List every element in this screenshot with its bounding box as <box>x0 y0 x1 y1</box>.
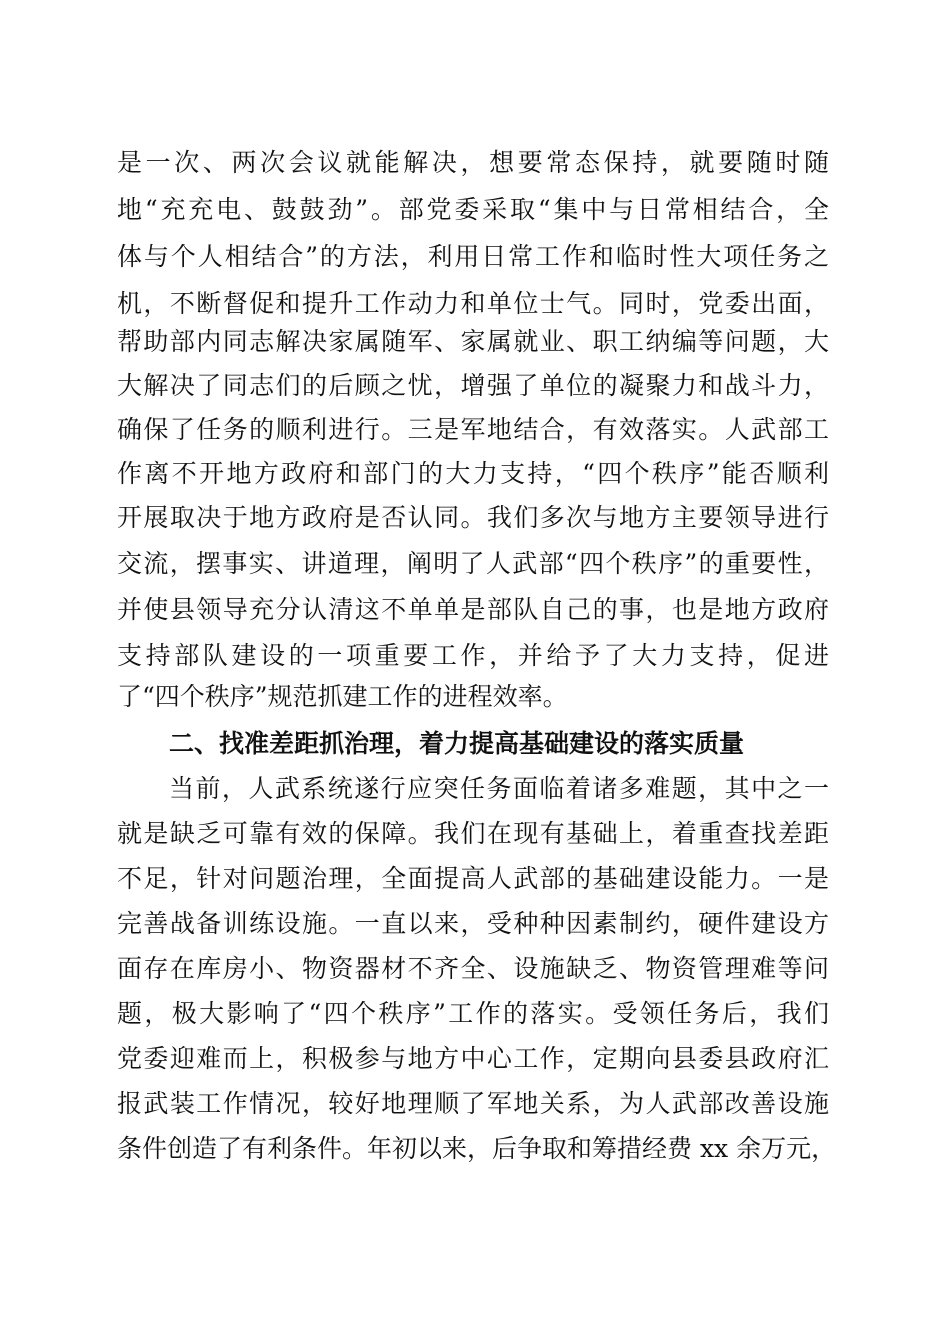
paragraph-line: 大解决了同志们的后顾之忧，增强了单位的凝聚力和战斗力， <box>117 371 829 400</box>
paragraph-line: 体与个人相结合”的方法，利用日常工作和临时性大项任务之 <box>117 242 829 271</box>
paragraph-line: 是一次、两次会议就能解决，想要常态保持，就要随时随 <box>117 148 829 177</box>
paragraph-line: 不足，针对问题治理，全面提高人武部的基础建设能力。一是 <box>117 864 829 893</box>
paragraph-line: 了“四个秩序”规范抓建工作的进程效率。 <box>117 682 568 711</box>
paragraph-line: 当前，人武系统遂行应突任务面临着诸多难题，其中之一 <box>169 774 829 803</box>
paragraph-line: 报武装工作情况，较好地理顺了军地关系，为人武部改善设施 <box>117 1089 829 1118</box>
paragraph-line: 题，极大影响了“四个秩序”工作的落实。受领任务后，我们 <box>117 999 829 1028</box>
paragraph-line: 帮助部内同志解决家属随军、家属就业、职工纳编等问题，大 <box>117 327 829 356</box>
section-heading: 二、找准差距抓治理，着力提高基础建设的落实质量 <box>169 729 745 758</box>
paragraph-line: 地“充充电、鼓鼓劲”。部党委采取“集中与日常相结合，全 <box>117 195 829 224</box>
paragraph-line: 面存在库房小、物资器材不齐全、设施缺乏、物资管理难等问 <box>117 954 829 983</box>
paragraph-line: 条件创造了有利条件。年初以来，后争取和筹措经费 xx 余万元， <box>117 1134 837 1163</box>
paragraph-line: 机，不断督促和提升工作动力和单位士气。同时，党委出面， <box>117 289 829 318</box>
paragraph-line: 支持部队建设的一项重要工作，并给予了大力支持，促进 <box>117 641 829 670</box>
paragraph-line: 开展取决于地方政府是否认同。我们多次与地方主要领导进行 <box>117 503 829 532</box>
paragraph-line: 完善战备训练设施。一直以来，受种种因素制约，硬件建设方 <box>117 909 829 938</box>
paragraph-line: 作离不开地方政府和部门的大力支持，“四个秩序”能否顺利 <box>117 459 829 488</box>
paragraph-line: 并使县领导充分认清这不单单是部队自己的事，也是地方政府 <box>117 595 829 624</box>
paragraph-line: 党委迎难而上，积极参与地方中心工作，定期向县委县政府汇 <box>117 1044 829 1073</box>
paragraph-line: 就是缺乏可靠有效的保障。我们在现有基础上，着重查找差距 <box>117 819 829 848</box>
paragraph-line: 确保了任务的顺利进行。三是军地结合，有效落实。人武部工 <box>117 415 829 444</box>
paragraph-line: 交流，摆事实、讲道理，阐明了人武部“四个秩序”的重要性， <box>117 549 829 578</box>
